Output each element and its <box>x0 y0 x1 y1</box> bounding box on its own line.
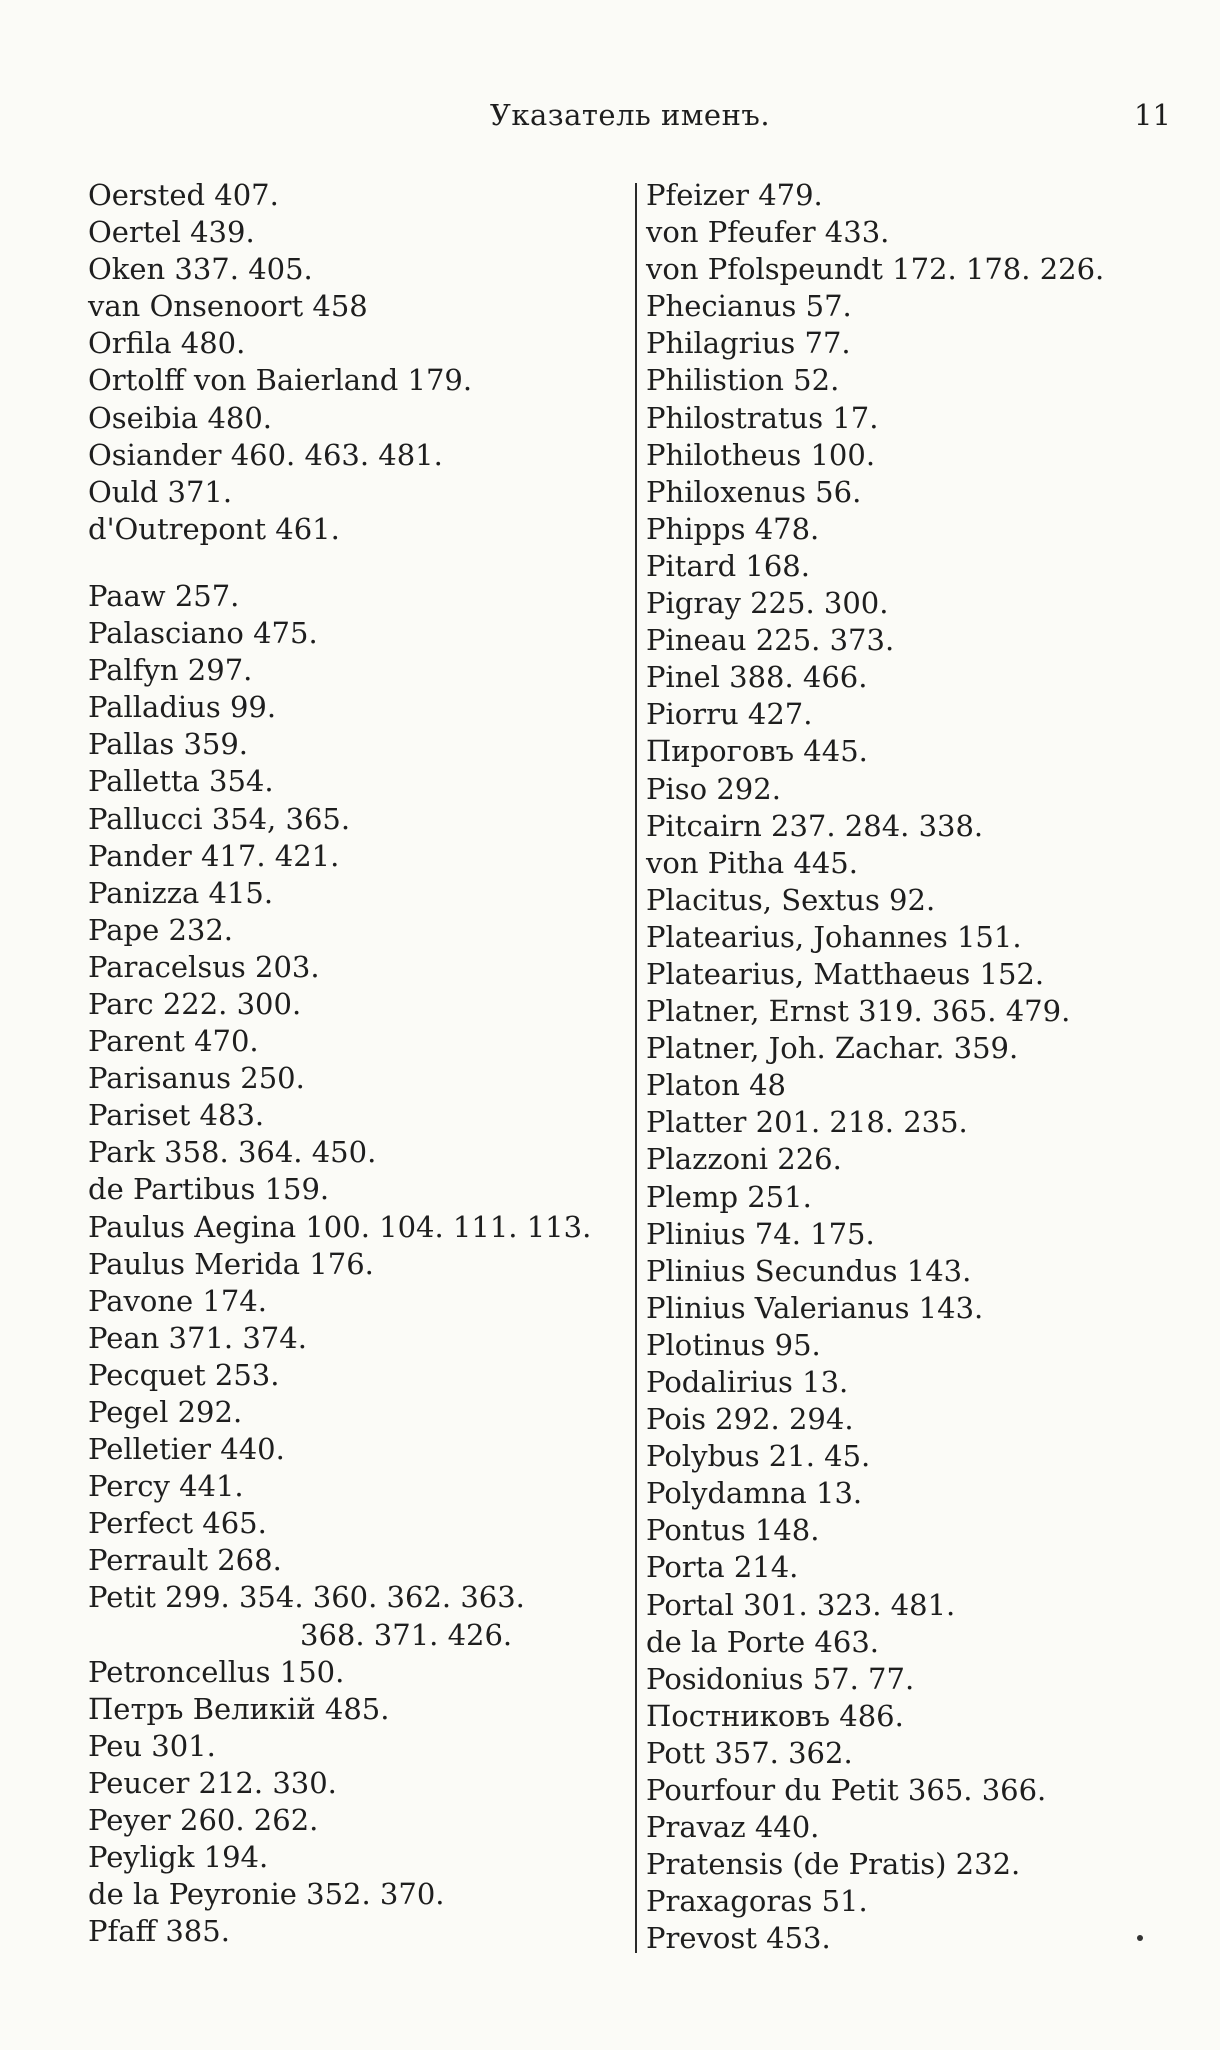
group-separator <box>88 548 628 578</box>
column-divider <box>635 183 637 1953</box>
index-entry: Pott 357. 362. <box>646 1735 853 1770</box>
index-entry: Peyligk 194. <box>88 1840 269 1875</box>
index-entry: Podalirius 13. <box>646 1365 849 1399</box>
page-number: 11 <box>1134 98 1171 132</box>
index-entry: Pallas 359. <box>88 727 249 762</box>
page-title: Указатель именъ. <box>489 98 771 132</box>
index-entry: Philistion 52. <box>646 363 840 398</box>
index-entry: Paulus Merida 176. <box>88 1246 374 1281</box>
index-entry: Plinius 74. 175. <box>646 1216 875 1251</box>
ink-dot <box>1137 1935 1143 1941</box>
index-entry: Philoxenus 56. <box>646 474 862 509</box>
index-entry: Peyer 260. 262. <box>88 1803 319 1838</box>
index-entry: Perrault 268. <box>88 1543 282 1578</box>
index-entry: Orfila 480. <box>88 326 246 361</box>
index-entry: Palletta 354. <box>88 764 274 799</box>
index-entry: Pitard 168. <box>646 548 810 583</box>
index-entry: Polybus 21. 45. <box>646 1439 871 1474</box>
index-entry: Parent 470. <box>88 1024 259 1059</box>
index-entry: de la Porte 463. <box>646 1624 879 1659</box>
index-entry: Platner, Joh. Zachar. 359. <box>646 1031 1019 1066</box>
index-entry: Platter 201. 218. 235. <box>646 1105 968 1140</box>
index-entry: Petit 299. 354. 360. 362. 363. <box>88 1580 525 1615</box>
index-entry: Pegel 292. <box>88 1395 243 1429</box>
index-entry: Palfyn 297. <box>88 653 253 688</box>
index-entry: de la Peyronie 352. 370. <box>88 1877 445 1912</box>
index-entry: Palasciano 475. <box>88 616 318 651</box>
index-entry: Peu 301. <box>88 1728 216 1763</box>
index-entry: von Pfolspeundt 172. 178. 226. <box>646 252 1105 287</box>
index-column-left <box>88 177 628 1950</box>
index-entry: Oseibia 480. <box>88 400 273 435</box>
index-entry: Plazzoni 226. <box>646 1142 842 1177</box>
index-entry: Placitus, Sextus 92. <box>646 882 936 917</box>
index-entry: Polydamna 13. <box>646 1476 863 1511</box>
index-entry: Park 358. 364. 450. <box>88 1135 377 1170</box>
index-entry: Parisanus 250. <box>88 1061 305 1096</box>
index-entry: Panizza 415. <box>88 875 274 910</box>
index-entry: Pourfour du Petit 365. 366. <box>646 1773 1047 1808</box>
index-entry: Pineau 225. 373. <box>646 623 895 658</box>
index-entry: Platearius, Johannes 151. <box>646 919 1022 954</box>
index-entry: Pravaz 440. <box>646 1810 820 1845</box>
index-entry: Paaw 257. <box>88 578 240 613</box>
index-entry: Пироговъ 445. <box>646 734 868 769</box>
index-entry: Pois 292. 294. <box>646 1402 854 1437</box>
index-entry: Philagrius 77. <box>646 326 851 361</box>
index-entry: Pean 371. 374. <box>88 1320 307 1355</box>
index-entry: Platon 48 <box>646 1068 786 1103</box>
index-entry: Pfeizer 479. <box>646 178 823 212</box>
index-entry: Pontus 148. <box>646 1513 820 1548</box>
index-entry: Oken 337. 405. <box>88 252 313 287</box>
index-entry: Pelletier 440. <box>88 1432 285 1467</box>
index-entry: von Pfeufer 433. <box>646 215 890 250</box>
index-entry: Pratensis (de Pratis) 232. <box>646 1847 1021 1882</box>
index-entry: Piso 292. <box>646 771 781 806</box>
index-entry: Peucer 212. 330. <box>88 1765 337 1800</box>
index-entry: von Pitha 445. <box>646 845 858 880</box>
index-entry: Phecianus 57. <box>646 289 852 324</box>
index-entry: Posidonius 57. 77. <box>646 1661 915 1696</box>
index-entry: d'Outrepont 461. <box>88 511 340 546</box>
index-entry: Philostratus 17. <box>646 400 879 435</box>
index-entry: Paracelsus 203. <box>88 949 320 984</box>
index-entry: Plotinus 95. <box>646 1327 821 1362</box>
index-entry: Platner, Ernst 319. 365. 479. <box>646 994 1071 1029</box>
index-entry: Pfaff 385. <box>88 1914 230 1949</box>
index-entry: Постниковъ 486. <box>646 1698 904 1733</box>
index-entry: Parc 222. 300. <box>88 986 302 1021</box>
index-entry: Perfect 465. <box>88 1506 267 1541</box>
index-entry: Pape 232. <box>88 912 234 947</box>
index-entry: Piorru 427. <box>646 697 813 732</box>
index-entry: Ould 371. <box>88 474 233 509</box>
index-entry: Pigray 225. 300. <box>646 586 889 621</box>
index-entry: Pavone 174. <box>88 1283 267 1318</box>
index-entry: Ortolff von Baierland 179. <box>88 363 473 398</box>
running-head <box>0 98 1220 138</box>
index-entry: Portal 301. 323. 481. <box>646 1587 956 1622</box>
index-entry: Prevost 453. <box>646 1921 831 1956</box>
index-entry: Platearius, Matthaeus 152. <box>646 956 1045 991</box>
index-entry: Петръ Великій 485. <box>88 1691 390 1726</box>
index-entry: Percy 441. <box>88 1469 244 1504</box>
index-entry: Pander 417. 421. <box>88 838 340 873</box>
index-group-p <box>88 578 628 1950</box>
index-entry: Pitcairn 237. 284. 338. <box>646 808 984 843</box>
index-entry: Plemp 251. <box>646 1179 812 1214</box>
index-entry: Plinius Secundus 143. <box>646 1253 972 1288</box>
index-entry: Philotheus 100. <box>646 437 876 472</box>
index-entry: de Partibus 159. <box>88 1172 330 1207</box>
index-entry: Porta 214. <box>646 1550 799 1585</box>
index-entry: Petroncellus 150. <box>88 1654 345 1689</box>
index-entry: Palladius 99. <box>88 690 277 725</box>
index-entry: Plinius Valerianus 143. <box>646 1290 984 1325</box>
index-entry: Osiander 460. 463. 481. <box>88 437 443 472</box>
index-entry: Oertel 439. <box>88 215 255 250</box>
index-entry-continuation: 368. 371. 426. <box>300 1617 513 1652</box>
index-entry: Paulus Aegina 100. 104. 111. 113. <box>88 1209 592 1244</box>
index-entry: Oersted 407. <box>88 178 279 212</box>
index-entry: Pinel 388. 466. <box>646 660 868 695</box>
index-entry: van Onsenoort 458 <box>88 289 368 324</box>
index-group-o <box>88 177 628 548</box>
index-entry: Praxagoras 51. <box>646 1884 868 1919</box>
index-column-right <box>646 177 1166 1958</box>
index-entry: Pallucci 354, 365. <box>88 801 351 836</box>
index-entry: Pecquet 253. <box>88 1357 280 1392</box>
index-entry: Pariset 483. <box>88 1098 265 1133</box>
index-entry: Phipps 478. <box>646 511 820 546</box>
